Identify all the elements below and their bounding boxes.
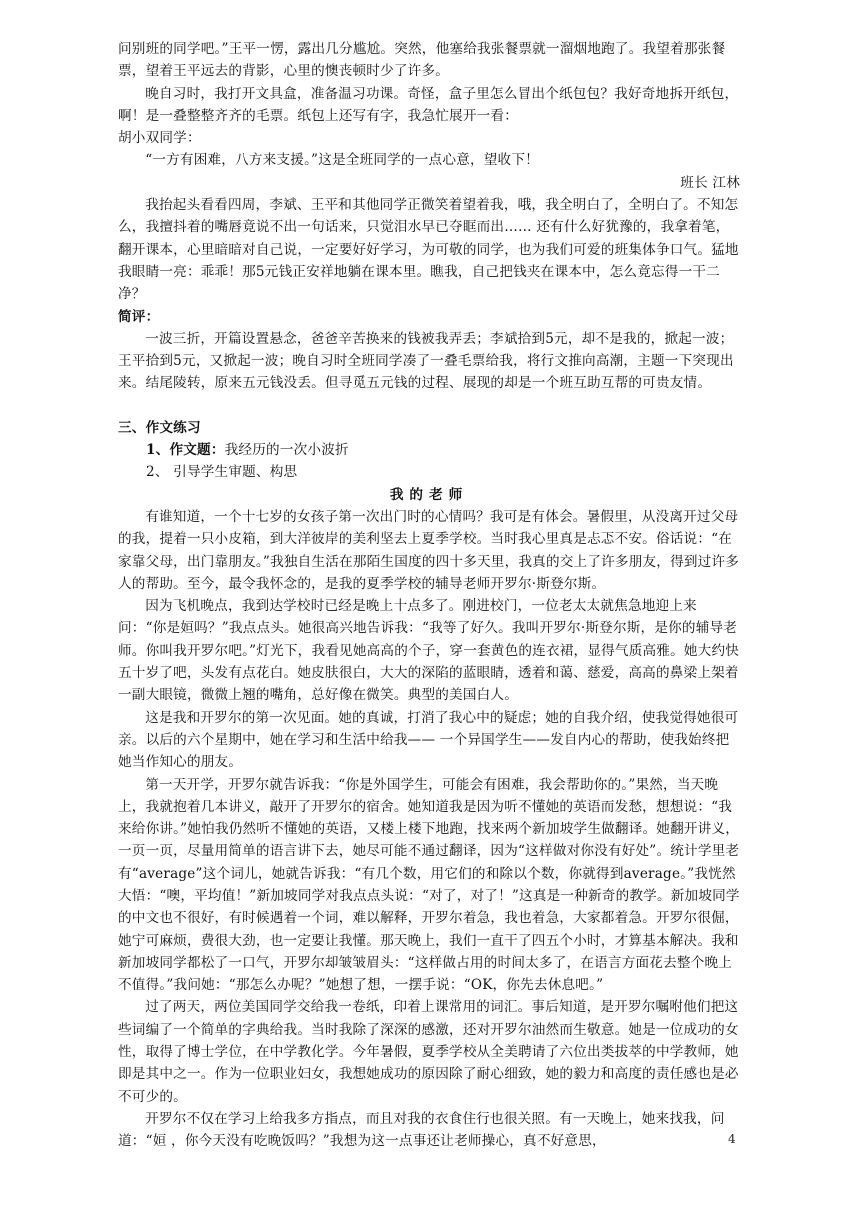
essay-paragraph-3: 这是我和开罗尔的第一次见面。她的真诚，打消了我心中的疑虑；她的自我介绍，使我觉得她很可亲。以后的六个星期中，她在学习和生活中给我—— 一个异国学生——发自内心的帮助，使我始终把她当作知心的朋友。 xyxy=(118,709,739,771)
document-body xyxy=(118,38,740,1153)
exercise-item-1 xyxy=(118,439,740,461)
essay-paragraph-1: 有谁知道，一个十七岁的女孩子第一次出门时的心情吗？我可是有体会。暑假里，从没离开过父母的我，提着一只小皮箱，到大洋彼岸的美利坚去上夏季学校。当时我心里真是忐忑不安。俗话说：“在家靠父母，出门靠朋友。”我独自生活在那陌生国度的四十多天里，我真的交上了许多朋友，得到过许多人的帮助。至今，最令我怀念的，是我的夏季学校的辅导老师开罗尔·斯登尔斯。 xyxy=(118,508,740,592)
commentary-text: 一波三折，开篇设置悬念，爸爸辛苦换来的钱被我弄丢；李斌拾到5元，却不是我的，掀起一波；王平拾到5元，又掀起一波；晚自习时全班同学凑了一叠毛票给我，将行文推向高潮，主题一下突现出来。结尾陵转，原来五元钱没丢。但寻觅五元钱的过程、展现的却是一个班互助互帮的可贵友情。 xyxy=(118,330,734,392)
essay-paragraph-4: 第一天开学，开罗尔就告诉我：“你是外国学生，可能会有困难，我会帮助你的。”果然，当天晚上，我就抱着几本讲义，敲开了开罗尔的宿舍。她知道我是因为听不懂她的英语而发愁，想想说：“我来给你讲。”她怕我仍然听不懂她的英语，又楼上楼下地跑，找来两个新加坡学生做翻译。她翻开讲义，一页一页，尽量用简单的语言讲下去，她尽可能不通过翻译，因为“这样做对你没有好处”。统计学里老有“average”这个词儿，她就告诉我：“有几个数，用它们的和除以个数，你就得到average。”我恍然大悟：“噢，平均值！”新加坡同学对我点点头说：“对了，对了！”这真是一种新奇的教学。新加坡同学的中文也不很好，有时候遇着一个词，难以解释，开罗尔着急，我也着急，大家都着急。开罗尔很倔，她宁可麻烦，费很大劲，也一定要让我懂。那天晚上，我们一直干了四五个小时，才算基本解决。我和新加坡同学都松了一口气，开罗尔却皱皱眉头：“这样做占用的时间太多了，在语言方面花去整个晚上不值得。”我问她：“那怎么办呢？”她想了想，一摆手说：“OK，你先去休息吧。” xyxy=(118,776,740,994)
page-number: 4 xyxy=(728,1132,736,1146)
paragraph-1: 问别班的同学吧。”王平一愣，露出几分尴尬。突然，他塞给我张餐票就一溜烟地跑了。我望着那张餐票，望着王平远去的背影，心里的懊丧顿时少了许多。 xyxy=(118,41,726,80)
letter-salutation: 胡小双同学： xyxy=(118,130,201,147)
essay-title: 我的老师 xyxy=(389,486,469,503)
exercise-item-2: 2、 引导学生审题、构思 xyxy=(146,464,298,481)
paragraph-3: 我抬起头看看四周，李斌、王平和其他同学正微笑着望着我，哦，我全明白了，全明白了。不知怎么，我擅抖着的嘴唇竟说不出一句话来，只觉泪水早已夺眶而出…… 还有什么好犹豫的，我拿着笔，翻开课本，心里暗暗对自己说，一定要好好学习，为可敬的同学，也为我们可爱的班集体争口气。猛地我眼睛一亮：乖乖！那5元钱正安祥地躺在课本里。瞧我，自己把钱夹在课本中，怎么竟忘得一干二净？ xyxy=(118,197,739,303)
exercise-item-1-label: 1、作文题： xyxy=(146,442,225,459)
section-heading: 三、作文练习 xyxy=(118,419,201,436)
essay-paragraph-2: 因为飞机晚点，我到达学校时已经是晚上十点多了。刚进校门，一位老太太就焦急地迎上来问：“你是姮吗？”我点点头。她很高兴地告诉我：“我等了好久。我叫开罗尔·斯登尔斯，是你的辅导老师。你叫我开罗尔吧。”灯光下，我看见她高高的个子，穿一套黄色的连衣裙，显得气质高雅。她大约快五十岁了吧，头发有点花白。她皮肤很白，大大的深陷的蓝眼睛，透着和蔼、慈爱，高高的鼻梁上架着一副大眼镜，微微上翘的嘴角，总好像在微笑。典型的美国白人。 xyxy=(118,598,740,704)
exercise-item-1-text: 我经历的一次小波折 xyxy=(224,442,349,459)
essay-paragraph-5: 过了两天，两位美国同学交给我一卷纸，印着上课常用的词汇。事后知道，是开罗尔嘱咐他们把这些词编了一个简单的字典给我。当时我除了深深的感激，还对开罗尔油然而生敬意。她是一位成功的女性，取得了博士学位，在中学教化学。今年暑假，夏季学校从全美聘请了六位出类拔萃的中学教师，她即是其中之一。作为一位职业妇女，我想她成功的原因除了耐心细致，她的毅力和高度的责任感也是必不可少的。 xyxy=(118,999,739,1105)
letter-body: “一方有困难，八方来支援。”这是全班同学的一点心意，望收下！ xyxy=(145,152,539,169)
paragraph-2: 晚自习时，我打开文具盒，准备温习功课。奇怪，盒子里怎么冒出个纸包包？我好奇地拆开纸包，啊！是一叠整整齐齐的毛票。纸包上还写有字，我急忙展开一看： xyxy=(118,85,739,124)
commentary-label: 简评： xyxy=(118,308,160,325)
essay-paragraph-6: 开罗尔不仅在学习上给我多方指点，而且对我的衣食住行也很关照。有一天晚上，她来找我，问道：“姮 ，你今天没有吃晚饭吗？”我想为这一点事还让老师操心，真不好意思， xyxy=(118,1110,725,1150)
letter-signature: 班长 江林 xyxy=(680,174,740,191)
